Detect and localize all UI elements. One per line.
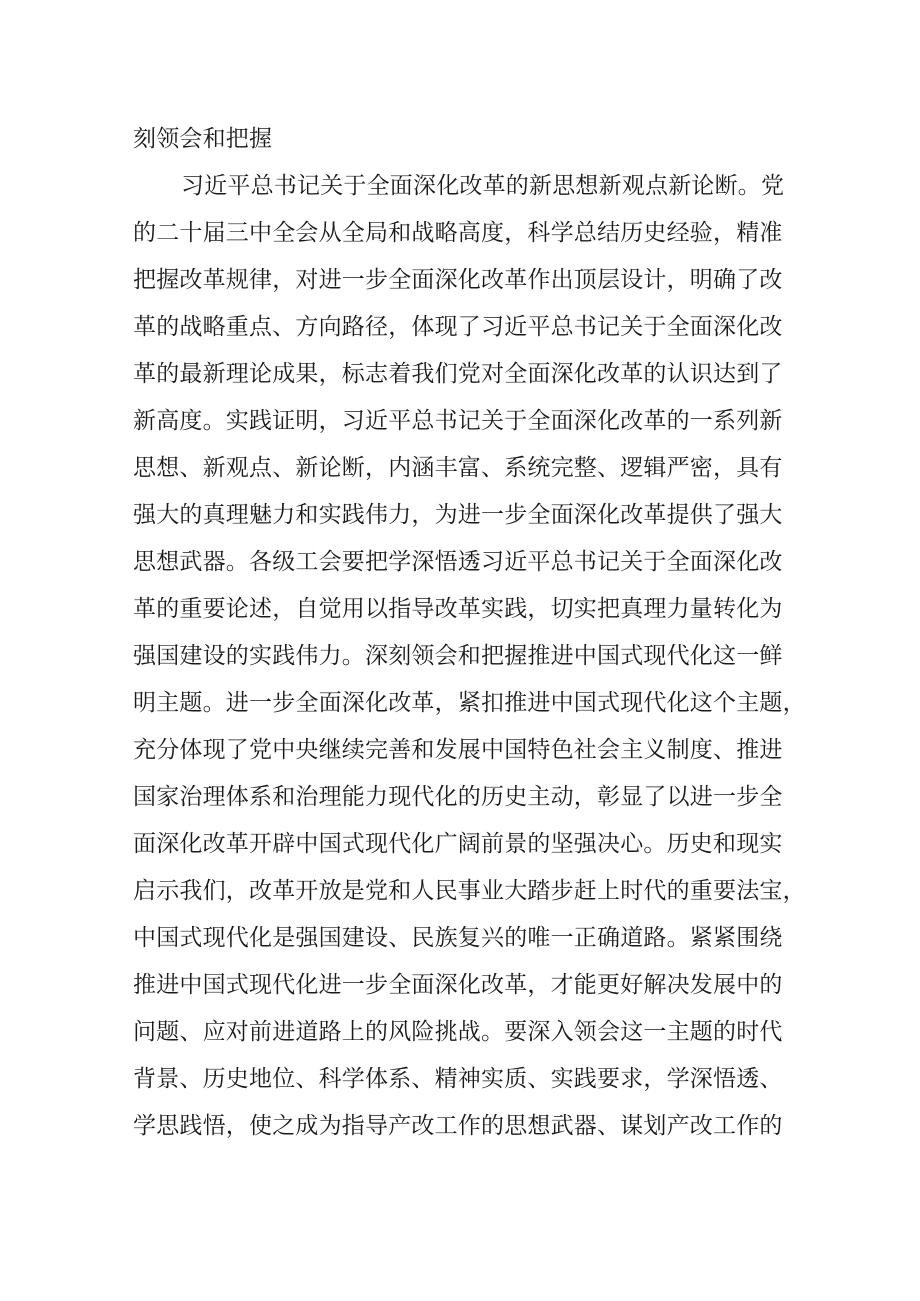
text-line-14: 充分体现了党中央继续完善和发展中国特色社会主义制度、推进: [133, 737, 783, 763]
text-line-4: 把握改革规律，对进一步全面深化改革作出顶层设计，明确了改: [133, 267, 783, 293]
text-line-18: 中国式现代化是强国建设、民族复兴的唯一正确道路。紧紧围绕: [133, 925, 783, 951]
text-line-12: 强国建设的实践伟力。深刻领会和把握推进中国式现代化这一鲜: [133, 643, 783, 669]
text-line-19: 推进中国式现代化进一步全面深化改革，才能更好解决发展中的: [133, 972, 783, 998]
text-line-5: 革的战略重点、方向路径，体现了习近平总书记关于全面深化改: [133, 314, 783, 340]
text-line-1: 刻领会和把握: [133, 126, 273, 152]
body-text: [133, 116, 806, 1150]
text-line-21: 背景、历史地位、科学体系、精神实质、实践要求，学深悟透、: [133, 1066, 783, 1092]
text-line-17: 启示我们，改革开放是党和人民事业大踏步赶上时代的重要法宝，: [133, 878, 806, 904]
text-line-6: 革的最新理论成果，标志着我们党对全面深化改革的认识达到了: [133, 361, 783, 387]
text-line-7: 新高度。实践证明，习近平总书记关于全面深化改革的一系列新: [133, 408, 783, 434]
text-line-11: 革的重要论述，自觉用以指导改革实践，切实把真理力量转化为: [133, 596, 783, 622]
text-line-9: 强大的真理魅力和实践伟力，为进一步全面深化改革提供了强大: [133, 502, 783, 528]
text-line-3: 的二十届三中全会从全局和战略高度，科学总结历史经验，精准: [133, 220, 783, 246]
text-line-2: 习近平总书记关于全面深化改革的新思想新观点新论断。党: [181, 173, 785, 199]
text-line-10: 思想武器。各级工会要把学深悟透习近平总书记关于全面深化改: [133, 549, 783, 575]
text-line-20: 问题、应对前进道路上的风险挑战。要深入领会这一主题的时代: [133, 1019, 783, 1045]
text-line-8: 思想、新观点、新论断，内涵丰富、系统完整、逻辑严密，具有: [133, 455, 783, 481]
text-line-22: 学思践悟，使之成为指导产改工作的思想武器、谋划产改工作的: [133, 1113, 783, 1139]
text-line-15: 国家治理体系和治理能力现代化的历史主动，彰显了以进一步全: [133, 784, 783, 810]
text-line-16: 面深化改革开辟中国式现代化广阔前景的坚强决心。历史和现实: [133, 831, 783, 857]
text-line-13: 明主题。进一步全面深化改革，紧扣推进中国式现代化这个主题，: [133, 690, 806, 716]
